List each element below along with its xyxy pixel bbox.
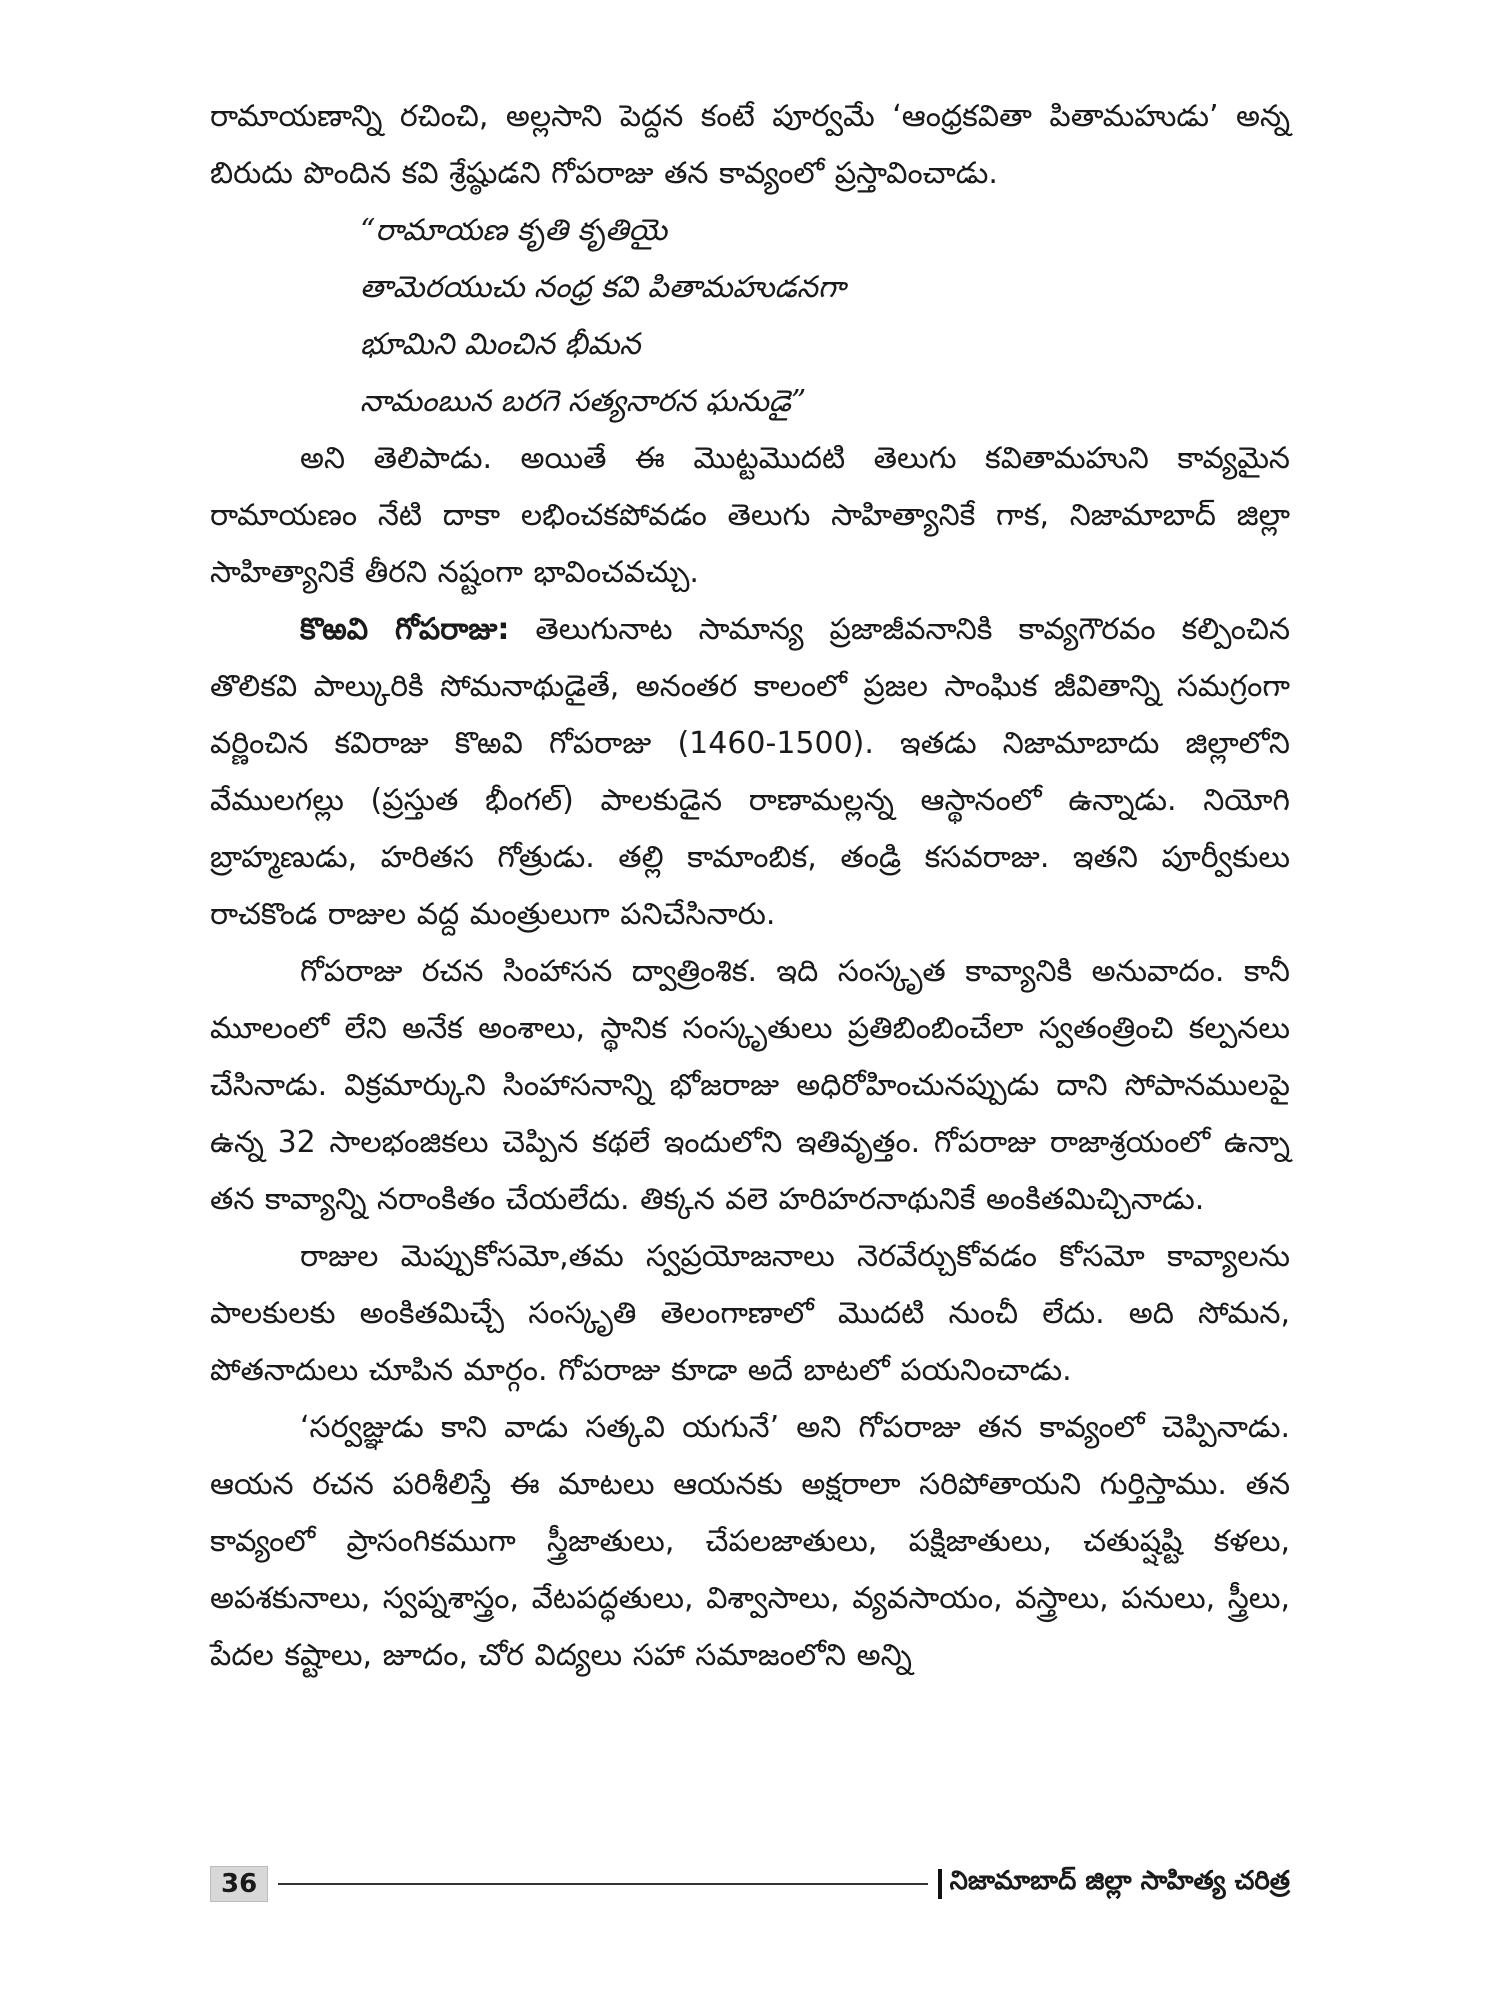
verse-line-2: తామెరయుచు నంధ్ర కవి పితామహుడనగా <box>360 270 846 305</box>
page-body <box>210 88 1290 1908</box>
footer-rule <box>278 1883 927 1885</box>
paragraph-4: గోపరాజు రచన సింహాసన ద్వాత్రింశిక. ఇది సంస్కృత కావ్యానికి అనువాదం. కానీ మూలంలో లేని అనేక అంశాలు, స్థానిక సంస్కృతులు ప్రతిబింబించేలా స్వతంత్రించి కల్పనలు చేసినాడు. విక్రమార్కుని సింహాసనాన్ని భోజరాజు అధిరోహించునప్పుడు దాని సోపానములపై ఉన్న 32 సాలభంజికలు చెప్పిన కథలే ఇందులోని ఇతివృత్తం. గోపరాజు రాజాశ్రయంలో ఉన్నా తన కావ్యాన్ని నరాంకితం చేయలేదు. తిక్కన వలె హరిహరనాథునికే అంకితమిచ్చినాడు. <box>210 954 1290 1217</box>
book-title: నిజామాబాద్ జిల్లా సాహిత్య చరిత్ర <box>949 1866 1290 1896</box>
paragraph-3-text: తెలుగునాట సామాన్య ప్రజాజీవనానికి కావ్యగౌరవం కల్పించిన తొలికవి పాల్కురికి సోమనాథుడైతే, అనంతర కాలంలో ప్రజల సాంఘిక జీవితాన్ని సమగ్రంగా వర్ణించిన కవిరాజు కొఱవి గోపరాజు (1460-1500). ఇతడు నిజామాబాదు జిల్లాలోని వేములగల్లు (ప్రస్తుత భీంగల్) పాలకుడైన రాణామల్లన్న ఆస్థానంలో ఉన్నాడు. నియోగి బ్రాహ్మణుడు, హరితస గోత్రుడు. తల్లి కామాంబిక, తండ్రి కసవరాజు. ఇతని పూర్వీకులు రాచకొండ రాజుల వద్ద మంత్రులుగా పనిచేసినారు. <box>210 612 1291 932</box>
page-number: 36 <box>210 1866 268 1902</box>
paragraph-1: రామాయణాన్ని రచించి, అల్లసాని పెద్దన కంటే పూర్వమే ‘ఆంధ్రకవితా పితామహుడు’ అన్న బిరుదు పొందిన కవి శ్రేష్ఠుడని గోపరాజు తన కావ్యంలో ప్రస్తావించాడు. <box>210 99 1290 191</box>
page-footer <box>210 1864 1290 1904</box>
verse-line-3: భూమిని మించిన భీమన <box>360 327 641 362</box>
section-heading-gopraju: కొఱవి గోపరాజు: <box>300 612 510 647</box>
footer-separator-bar <box>938 1869 942 1899</box>
paragraph-3 <box>210 601 1290 943</box>
verse-line-1: “రామాయణ కృతి కృతియై <box>360 213 668 248</box>
verse-block <box>360 202 1290 430</box>
verse-line-4: నామంబున బరగె సత్యనారన ఘనుడై” <box>360 384 807 419</box>
paragraph-6: ‘సర్వజ్ఞుడు కాని వాడు సత్కవి యగునే’ అని గోపరాజు తన కావ్యంలో చెప్పినాడు. ఆయన రచన పరిశీలిస్తే ఈ మాటలు ఆయనకు అక్షరాలా సరిపోతాయని గుర్తిస్తాము. తన కావ్యంలో ప్రాసంగికముగా స్త్రీజాతులు, చేపలజాతులు, పక్షిజాతులు, చతుష్షష్టి కళలు, అపశకునాలు, స్వప్నశాస్త్రం, వేటపద్ధతులు, విశ్వాసాలు, వ్యవసాయం, వస్త్రాలు, పనులు, స్త్రీలు, పేదల కష్టాలు, జూదం, చోర విద్యలు సహా సమాజంలోని అన్ని <box>210 1410 1290 1673</box>
paragraph-5: రాజుల మెప్పుకోసమో,తమ స్వప్రయోజనాలు నెరవేర్చుకోవడం కోసమో కావ్యాలను పాలకులకు అంకితమిచ్చే సంస్కృతి తెలంగాణాలో మొదటి నుంచీ లేదు. అది సోమన, పోతనాదులు చూపిన మార్గం. గోపరాజు కూడా అదే బాటలో పయనించాడు. <box>210 1239 1290 1388</box>
paragraph-2: అని తెలిపాడు. అయితే ఈ మొట్టమొదటి తెలుగు కవితామహుని కావ్యమైన రామాయణం నేటి దాకా లభించకపోవడం తెలుగు సాహిత్యానికే గాక, నిజామాబాద్ జిల్లా సాహిత్యానికే తీరని నష్టంగా భావించవచ్చు. <box>210 441 1290 590</box>
